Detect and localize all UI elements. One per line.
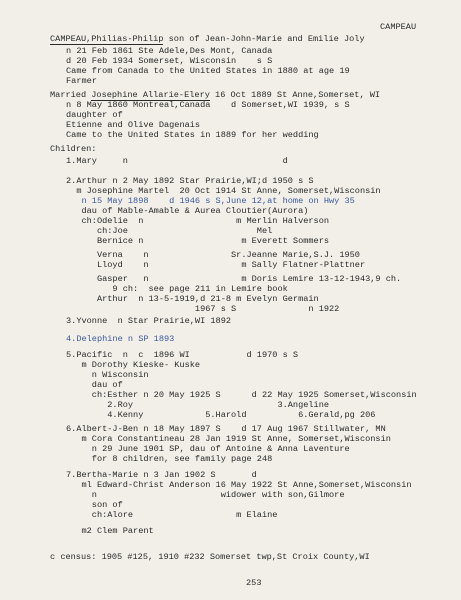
spouse-name: Josephine Allarie-Elery [91,90,210,100]
children-label: Children: [50,144,97,154]
child-line: m Dorothy Kieske- Kuske [66,360,201,370]
spouse-parents-2: Etienne and Olive Dagenais [66,120,201,130]
child-line: Bernice n m Everett Sommers [66,236,330,246]
spouse-parents-1: daughter of [66,110,123,120]
child-line: 2.Roy 3.Angeline [66,400,330,410]
child-line: ch:Esther n 20 May 1925 S d 22 May 1925 Somerset,Wisconsin [66,390,417,400]
child-line: n 29 June 1901 SP, dau of Antoine & Anna Laventure [66,444,350,454]
child-line: son of [66,500,123,510]
subject-birth: n 21 Feb 1861 Ste Adele,Des Mont, Canada [66,46,273,56]
child-line: 2.Arthur n 2 May 1892 Star Prairie,WI;d 1950 s S [66,176,314,186]
child-line: 5.Pacific n c 1896 WI d 1970 s S [66,350,299,360]
child-line: 1.Mary n d [66,156,288,166]
marriage-details: 16 Oct 1889 St Anne,Somerset, WI [209,90,381,100]
spouse-birth-death: n 8 May 1860 Montreal,Canada d Somerset,WI 1939, s S [66,100,350,110]
married-label: Married [50,90,92,100]
subject-immigration: Came from Canada to the United States in 1880 at age 19 [66,66,350,76]
subject-name: CAMPEAU,Philias-Philip [50,34,164,44]
child-line: 1967 s S n 1922 [66,304,340,314]
subject-header [50,34,365,44]
spouse-marriage-line [50,90,380,100]
child-line: 3.Yvonne n Star Prairie,WI 1892 [66,316,232,326]
child-line: for 8 children, see family page 248 [66,454,273,464]
child-line: ch:Alore m Elaine [66,510,278,520]
child-line: ml Edward-Christ Anderson 16 May 1922 St Anne,Somerset,Wisconsin [66,480,412,490]
child-line: ch:Joe Mel [66,226,273,236]
child-line: n Wisconsin [66,370,149,380]
page-number: 253 [246,578,262,588]
child-line: dau of Mable-Amable & Aurea Cloutier(Aurora) [66,206,309,216]
child-line: Verna n Sr.Jeanne Marie,S.J. 1950 [66,250,360,260]
surname-tab: CAMPEAU [380,22,417,32]
child-line: m Cora Constantineau 28 Jan 1919 St Anne, Somerset,Wisconsin [66,434,391,444]
child-line: 6.Albert-J-Ben n 18 May 1897 S d 17 Aug 1967 Stillwater, MN [66,424,386,434]
child-line: 9 ch: see page 211 in Lemire book [66,284,288,294]
child-line: m2 Clem Parent [66,526,154,536]
child-line: Arthur n 13-5-1919,d 21-8 m Evelyn Germain [66,294,319,304]
spouse-immigration: Came to the United States in 1889 for her wedding [66,130,319,140]
child-line: dau of [66,380,123,390]
child-line: 4.Kenny 5.Harold 6.Gerald,pg 206 [66,410,376,420]
child-line: Gasper n m Doris Lemire 13-12-1943,9 ch. [66,274,402,284]
subject-parents: son of Jean-John-Marie and Emilie Joly [163,34,365,44]
child-line: 4.Delephine n SP 1893 [66,334,175,344]
child-line: Lloyd n m Sally Flatner-Plattner [66,260,366,270]
child-line: n 15 May 1898 d 1946 s S,June 12,at home on Hwy 35 [66,196,355,206]
child-line: 7.Bertha-Marie n 3 Jan 1902 S d [66,470,257,480]
child-line: m Josephine Martel 20 Oct 1914 St Anne, Somerset,Wisconsin [66,186,381,196]
subject-occupation: Farmer [66,76,97,86]
subject-death: d 20 Feb 1934 Somerset, Wisconsin s S [66,56,273,66]
child-line: ch:Odelie n m Merlin Halverson [66,216,330,226]
census-line: c census: 1905 #125, 1910 #232 Somerset twp,St Croix County,WI [50,552,370,562]
child-line: n widower with son,Gilmore [66,490,345,500]
